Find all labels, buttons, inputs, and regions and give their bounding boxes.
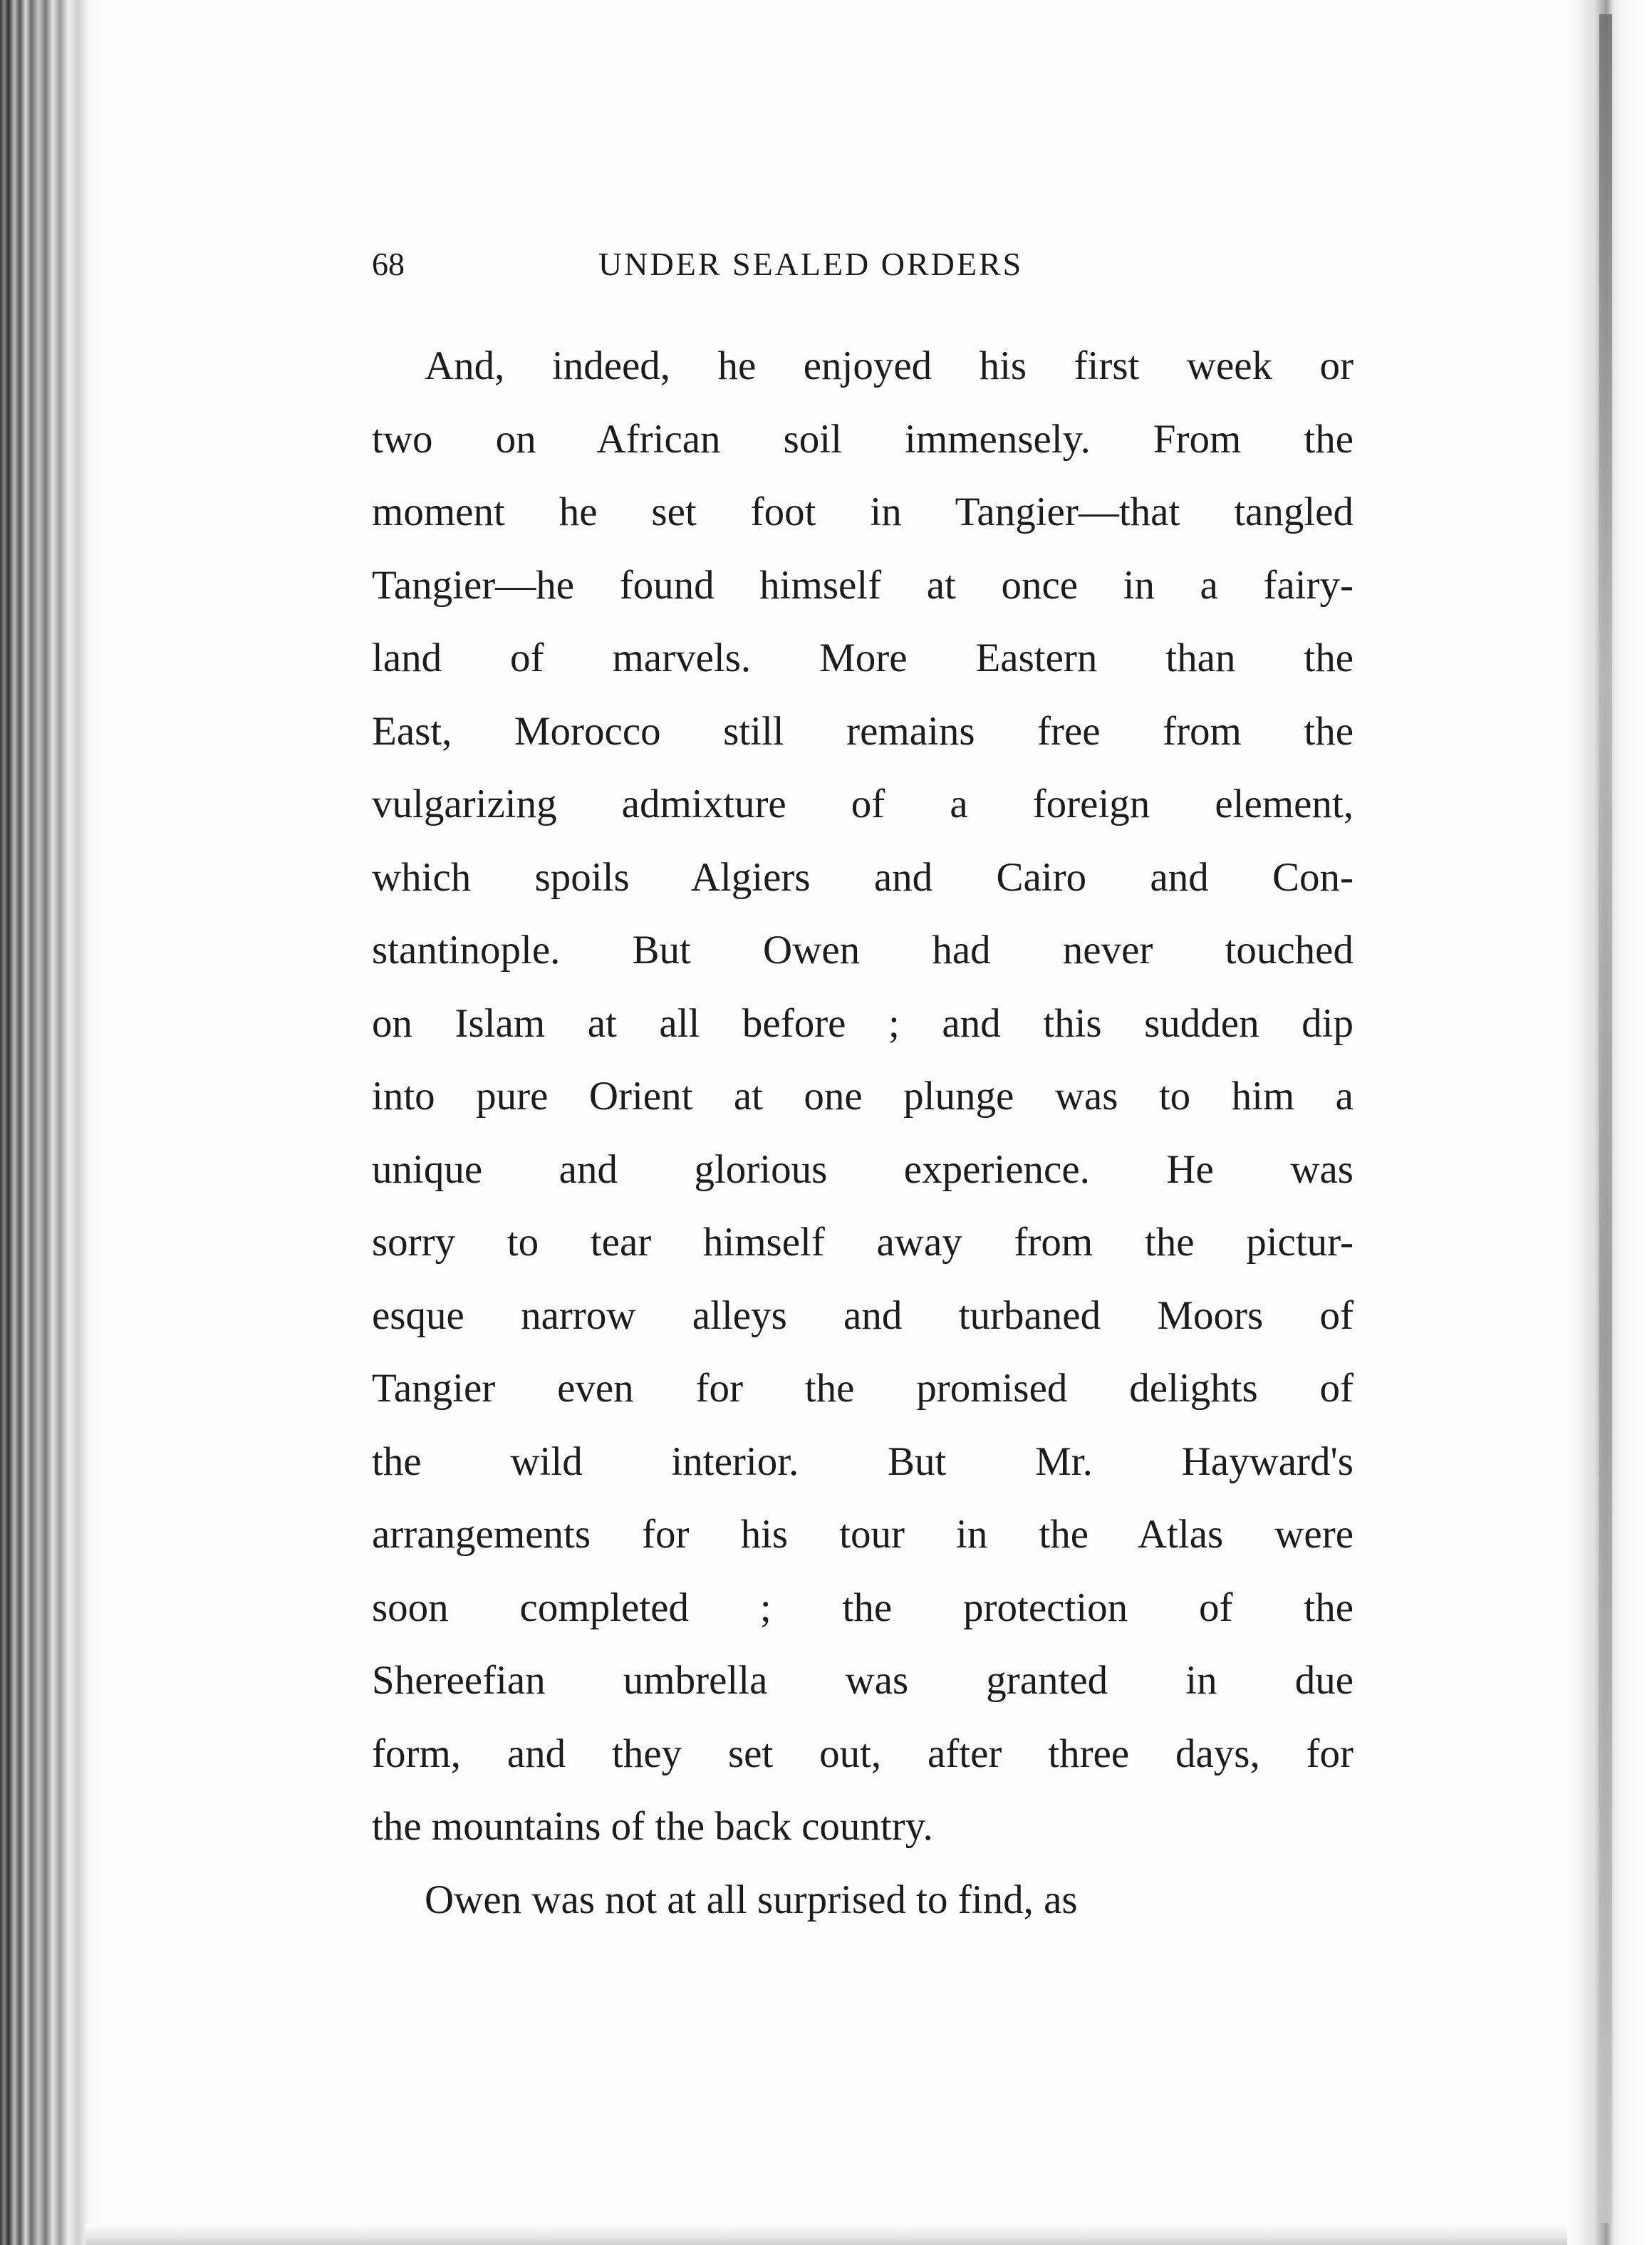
text-line: Shereefian umbrella was granted in due — [372, 1658, 1354, 1703]
text-line: the wild interior. But Mr. Hayward's — [372, 1438, 1354, 1484]
text-line: arrangements for his tour in the Atlas were — [372, 1512, 1354, 1557]
text-line: soon completed ; the protection of the — [372, 1585, 1354, 1630]
text-line: into pure Orient at one plunge was to him a — [372, 1074, 1354, 1119]
margin-speck — [201, 1582, 208, 1617]
page-bottom-edge — [85, 2224, 1567, 2245]
page-edge — [1567, 0, 1652, 2245]
page-number: 68 — [372, 246, 405, 282]
text-line: Tangier—he found himself at once in a fairy- — [372, 562, 1354, 608]
text-line: form, and they set out, after three days, for — [372, 1731, 1354, 1776]
text-line: moment he set foot in Tangier—that tangled — [372, 489, 1354, 534]
text-line: stantinople. But Owen had never touched — [372, 928, 1354, 973]
text-line: the mountains of the back country. — [372, 1804, 933, 1849]
text-line: unique and glorious experience. He was — [372, 1146, 1354, 1192]
running-head: UNDER SEALED ORDERS — [598, 246, 1024, 282]
text-line: two on African soil immensely. From the — [372, 416, 1354, 462]
text-line: esque narrow alleys and turbaned Moors of — [372, 1292, 1354, 1338]
text-line: Owen was not at all surprised to find, as — [425, 1877, 1078, 1922]
text-line: And, indeed, he enjoyed his first week or — [425, 343, 1354, 388]
text-line: vulgarizing admixture of a foreign element, — [372, 782, 1354, 826]
text-line: East, Morocco still remains free from the — [372, 708, 1354, 754]
text-line: Tangier even for the promised delights of — [372, 1366, 1354, 1411]
body-text — [372, 330, 1354, 1936]
text-line: which spoils Algiers and Cairo and Con- — [372, 854, 1354, 900]
page-header — [372, 239, 1354, 289]
text-line: on Islam at all before ; and this sudden dip — [372, 1000, 1354, 1046]
text-line: land of marvels. More Eastern than the — [372, 636, 1354, 680]
book-gutter — [0, 0, 100, 2245]
text-line: sorry to tear himself away from the pictur- — [372, 1220, 1354, 1265]
